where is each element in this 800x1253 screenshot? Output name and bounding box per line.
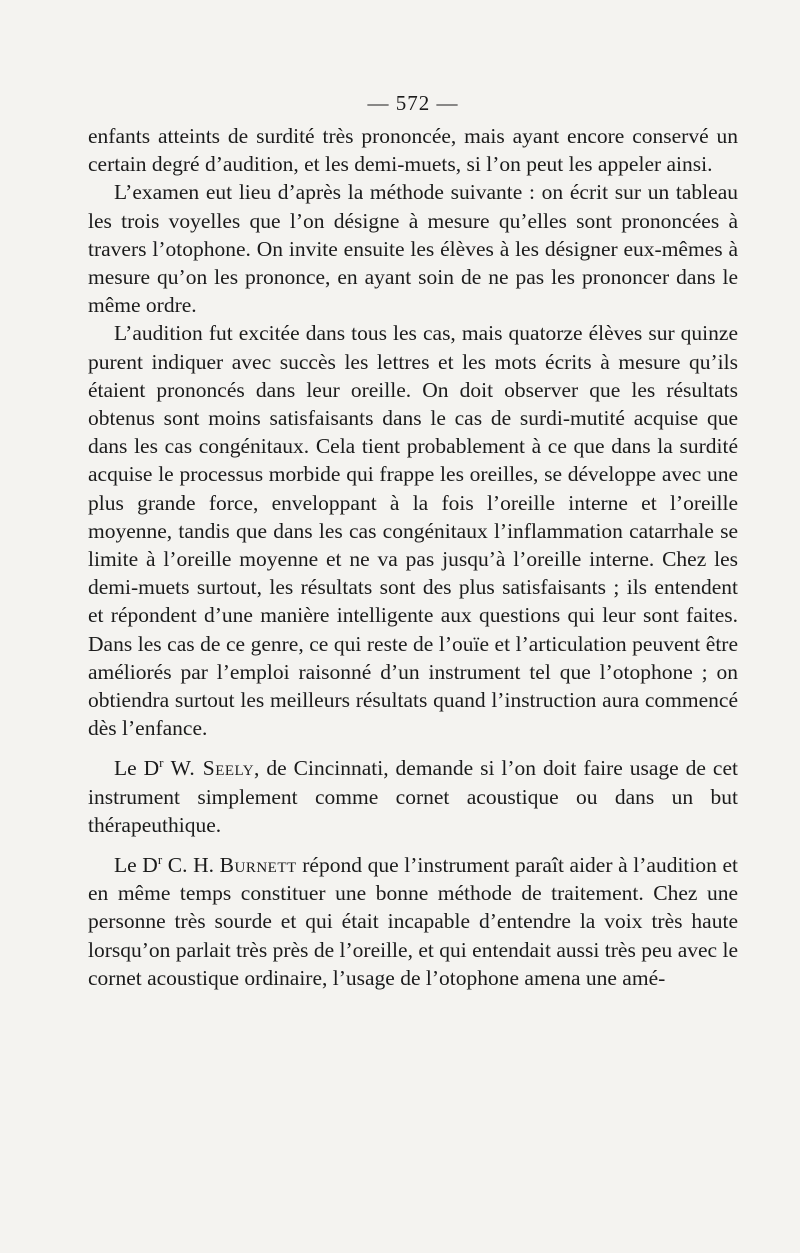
paragraph-burnett-reply: [88, 851, 738, 992]
paragraph-text: répond que l’instrument paraît aider à l’audition et en même temps constituer une bonne méthode de traitement. Chez une personne très sourde et qui était incapable d’entendre la voix très haute lorsqu’on parlait très près de l’oreille, et qui entendait aussi très peu avec le cornet acoustique ordinaire, l’usage de l’otophone amena une amé-: [88, 853, 739, 990]
doctor-prefix-sup: r: [157, 851, 163, 867]
doctor-prefix: Le D: [114, 853, 158, 878]
speaker-name-burnett: Burnett: [219, 853, 297, 878]
doctor-prefix-sup: r: [159, 755, 164, 771]
paragraph-continuation: enfants atteints de surdité très prononcée, mais ayant encore conservé un certain degré d’audition, et les demi-muets, si l’on peut les appeler ainsi.: [88, 124, 738, 177]
paragraph-audition-results: L’audition fut excitée dans tous les cas, mais quatorze élèves sur quinze purent indiquer avec succès les lettres et les mots écrits à mesure qu’ils étaient prononcés dans leur oreille. On doit observer que les résultats obtenus sont moins satisfaisants dans le cas de surdi-mutité acquise que dans les cas congénitaux. Cela tient probablement à ce que dans la surdité acquise le processus morbide qui frappe les oreilles, se développe avec une plus grande force, enveloppant à la fois l’oreille interne et l’oreille moyenne, tandis que dans les cas congénitaux l’inflammation catarrhale se limite à l’oreille moyenne et ne va pas jusqu’à l’oreille interne. Chez les demi-muets surtout, les résultats sont des plus satisfaisants ; ils entendent et répondent d’une manière intelligente aux questions qui leur sont faites. Dans les cas de ce genre, ce qui reste de l’ouïe et l’articulation peuvent être améliorés par l’emploi raisonné d’un instrument tel que l’otophone ; on obtiendra surtout les meilleurs résultats quand l’instruction aura commencé dès l’enfance.: [88, 321, 738, 741]
doctor-prefix: Le D: [114, 756, 160, 781]
speaker-name-seely: W. Seely: [163, 756, 255, 781]
page-number: — 572 —: [367, 91, 459, 115]
paragraph-text: , de Cincinnati, demande si l’on doit faire usage de cet instrument simplement comme cornet acoustique ou dans un but thérapeuthique.: [88, 756, 738, 837]
paragraph-examination-method: L’examen eut lieu d’après la méthode suivante : on écrit sur un tableau les trois voyelles que l’on désigne à mesure qu’elles sont prononcées à travers l’otophone. On invite ensuite les élèves à les désigner eux-mêmes à mesure qu’on les prononce, en ayant soin de ne pas les prononcer dans le même ordre.: [88, 180, 738, 318]
speaker-initials: C. H.: [162, 853, 220, 878]
paragraph-seely-question: [88, 754, 738, 839]
